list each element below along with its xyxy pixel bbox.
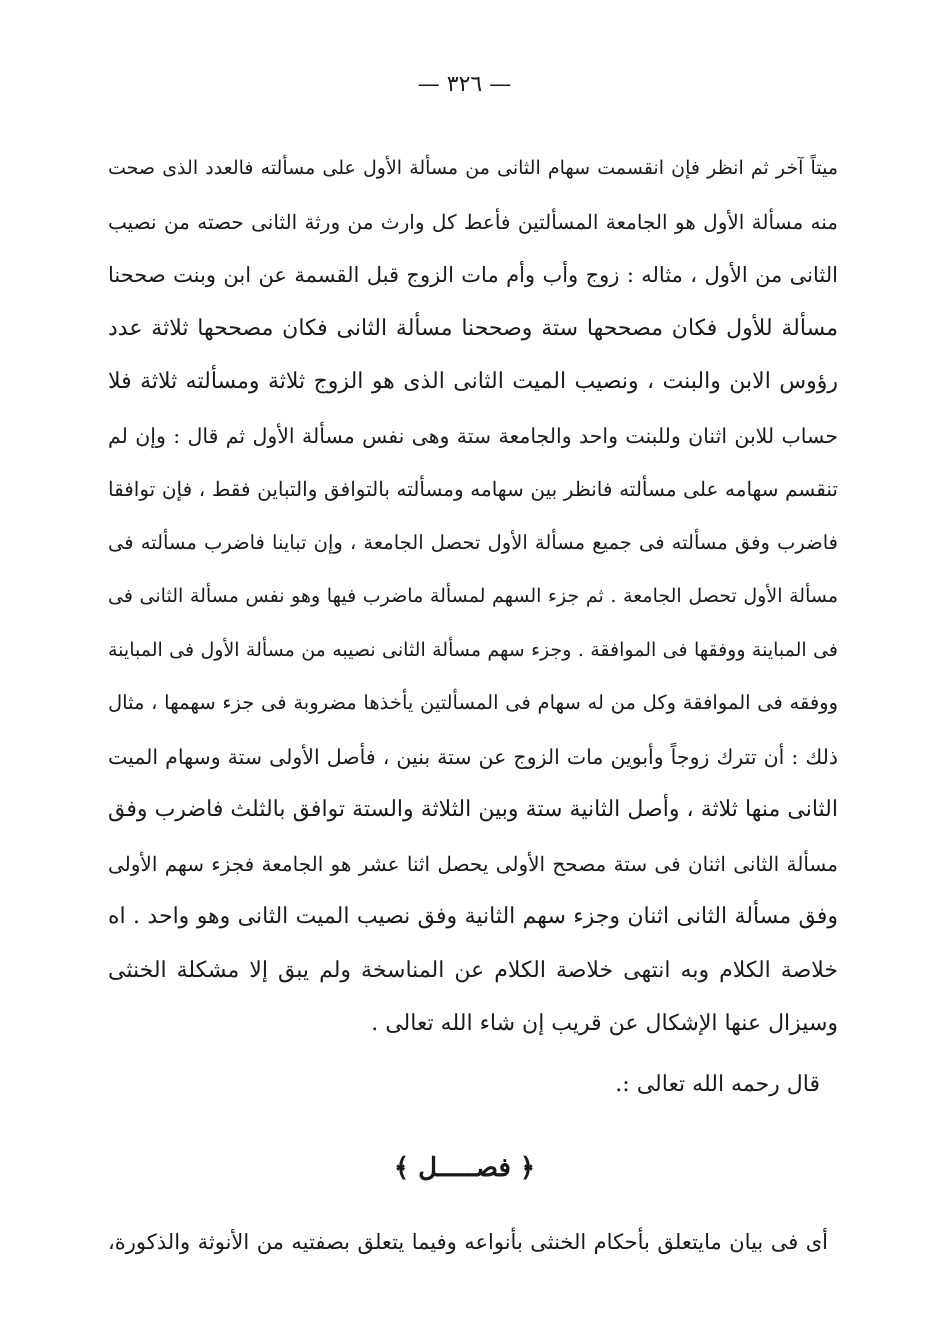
text-line: منه مسألة الأول هو الجامعة المسألتين فأعط كل وارث من ورثة الثانى حصته من نصيب (108, 209, 838, 234)
text-line: الثانى منها ثلاثة ، وأصل الثانية ستة وبين الثلاثة والستة توافق بالثلث فاضرب وفق (108, 797, 838, 822)
text-line: فى المباينة ووفقها فى الموافقة . وجزء سهم مسألة الثانى نصيبه من مسألة الأول فى المباينة (108, 638, 838, 661)
section-intro-line: أى فى بيان مايتعلق بأحكام الخنثى بأنواعه وفيما يتعلق بصفتيه من الأنوثة والذكورة، (108, 1230, 828, 1254)
text-line: مسألة الثانى اثنان فى ستة مصحح الأولى يحصل اثنا عشر هو الجامعة فجزء سهم الأولى (108, 851, 838, 876)
text-line: رؤوس الابن والبنت ، ونصيب الميت الثانى الذى هو الزوج ثلاثة ومسألته ثلاثة فلا (108, 369, 838, 394)
text-line: مسألة للأول فكان مصححها ستة وصححنا مسألة الثانى فكان مصححها ثلاثة عدد (108, 315, 838, 341)
text-line: فاضرب وفق مسألته فى جميع مسألة الأول تحصل الجامعة ، وإن تباينا فاضرب مسألته فى (108, 530, 838, 554)
text-line: وفق مسألة الثانى اثنان وجزء سهم الثانية وفق نصيب الميت الثانى وهو واحد . اه (108, 904, 838, 929)
body-paragraph (108, 148, 838, 1058)
page-number: — ٣٢٦ — (417, 72, 512, 97)
text-line: تنقسم سهامه على مسألته فانظر بين سهامه ومسألته بالتوافق والتباين فقط ، فإن توافقا (108, 477, 838, 501)
speaker-line: قال رحمه الله تعالى :. (615, 1072, 820, 1097)
text-line: ذلك : أن تترك زوجاً وأبوين مات الزوج عن ستة بنين ، فأصل الأولى ستة وسهام الميت (108, 744, 838, 769)
text-line: وسيزال عنها الإشكال عن قريب إن شاء الله تعالى . (371, 1011, 838, 1036)
text-line: ميتاً آخر ثم انظر فإن انقسمت سهام الثانى من مسألة الأول على مسألته فالعدد الذى صحت (108, 157, 838, 179)
text-line: ووفقه فى الموافقة وكل من له سهام فى المسألتين يأخذها مضروبة فى جزء سهمها ، مثال (108, 691, 838, 714)
text-line: خلاصة الكلام وبه انتهى خلاصة الكلام عن المناسخة ولم يبق إلا مشكلة الخنثى (108, 957, 838, 983)
text-line: مسألة الأول تحصل الجامعة . ثم جزء السهم لمسألة ماضرب فيها وهو نفس مسألة الثانى فى (108, 585, 838, 607)
section-heading: ﴿ فصـــــل ﴾ (393, 1153, 536, 1183)
text-line: حساب للابن اثنان وللبنت واحد والجامعة ستة وهى نفس مسألة الأول ثم قال : وإن لم (108, 423, 838, 448)
text-line: الثانى من الأول ، مثاله : زوج وأب وأم مات الزوج قبل القسمة عن ابن وبنت صححنا (108, 263, 838, 287)
